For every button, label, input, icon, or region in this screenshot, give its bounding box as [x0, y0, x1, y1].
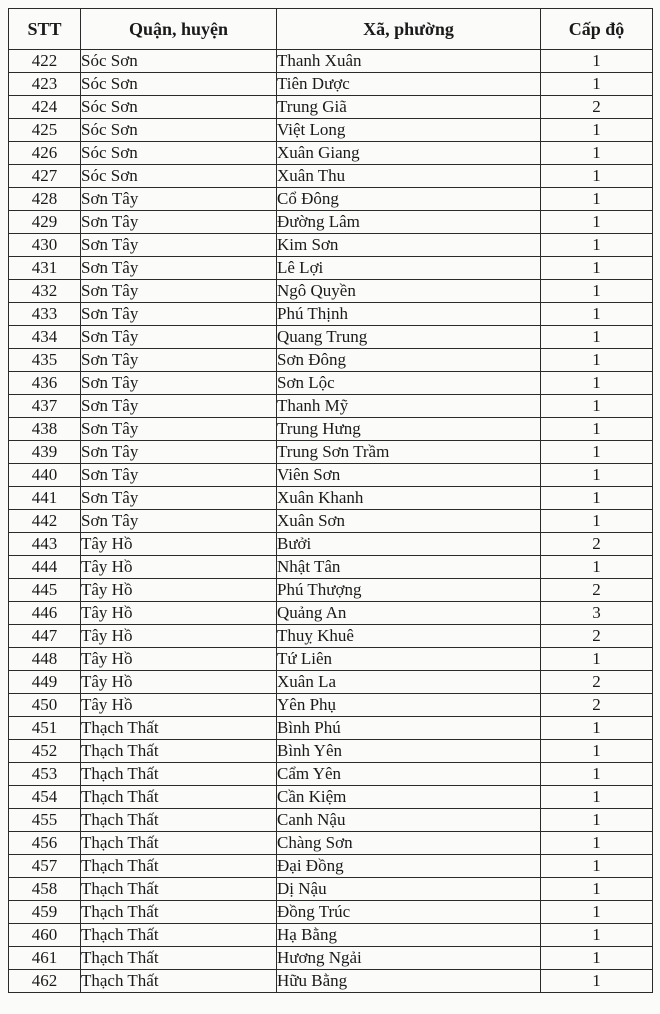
cell-district: Thạch Thất [81, 901, 277, 924]
cell-level: 1 [541, 165, 653, 188]
cell-district: Sơn Tây [81, 510, 277, 533]
cell-level: 1 [541, 50, 653, 73]
table-row [9, 533, 653, 556]
cell-district: Thạch Thất [81, 809, 277, 832]
cell-ward: Trung Sơn Trầm [277, 441, 541, 464]
cell-ward: Nhật Tân [277, 556, 541, 579]
cell-stt: 461 [9, 947, 81, 970]
cell-stt: 424 [9, 96, 81, 119]
cell-ward: Sơn Lộc [277, 372, 541, 395]
cell-level: 1 [541, 441, 653, 464]
cell-district: Thạch Thất [81, 740, 277, 763]
cell-level: 1 [541, 832, 653, 855]
cell-ward: Phú Thịnh [277, 303, 541, 326]
cell-level: 2 [541, 671, 653, 694]
cell-stt: 426 [9, 142, 81, 165]
cell-stt: 438 [9, 418, 81, 441]
cell-ward: Việt Long [277, 119, 541, 142]
cell-district: Sơn Tây [81, 395, 277, 418]
table-row [9, 257, 653, 280]
table-row [9, 165, 653, 188]
table-row [9, 625, 653, 648]
cell-stt: 433 [9, 303, 81, 326]
cell-stt: 436 [9, 372, 81, 395]
cell-level: 1 [541, 878, 653, 901]
table-row [9, 855, 653, 878]
cell-district: Sóc Sơn [81, 50, 277, 73]
cell-ward: Lê Lợi [277, 257, 541, 280]
table-row [9, 510, 653, 533]
cell-stt: 462 [9, 970, 81, 993]
cell-level: 1 [541, 947, 653, 970]
cell-stt: 430 [9, 234, 81, 257]
table-row [9, 418, 653, 441]
cell-stt: 460 [9, 924, 81, 947]
table-row [9, 211, 653, 234]
cell-district: Sóc Sơn [81, 142, 277, 165]
cell-stt: 451 [9, 717, 81, 740]
cell-district: Thạch Thất [81, 947, 277, 970]
table-row [9, 142, 653, 165]
cell-ward: Xuân Thu [277, 165, 541, 188]
cell-district: Thạch Thất [81, 763, 277, 786]
cell-district: Thạch Thất [81, 832, 277, 855]
cell-ward: Thanh Mỹ [277, 395, 541, 418]
table-row [9, 786, 653, 809]
ward-level-table [8, 8, 653, 993]
cell-level: 2 [541, 625, 653, 648]
table-row [9, 924, 653, 947]
table-row [9, 96, 653, 119]
cell-district: Sóc Sơn [81, 96, 277, 119]
table-row [9, 395, 653, 418]
cell-district: Sơn Tây [81, 487, 277, 510]
cell-ward: Yên Phụ [277, 694, 541, 717]
cell-level: 1 [541, 740, 653, 763]
cell-ward: Viên Sơn [277, 464, 541, 487]
cell-level: 1 [541, 188, 653, 211]
table-row [9, 809, 653, 832]
cell-level: 2 [541, 533, 653, 556]
table-row [9, 234, 653, 257]
table-row [9, 832, 653, 855]
cell-stt: 432 [9, 280, 81, 303]
cell-ward: Cần Kiệm [277, 786, 541, 809]
table-row [9, 326, 653, 349]
cell-stt: 423 [9, 73, 81, 96]
cell-ward: Chàng Sơn [277, 832, 541, 855]
cell-district: Sơn Tây [81, 418, 277, 441]
cell-stt: 447 [9, 625, 81, 648]
cell-level: 1 [541, 556, 653, 579]
cell-district: Tây Hồ [81, 671, 277, 694]
table-row [9, 487, 653, 510]
cell-ward: Xuân Khanh [277, 487, 541, 510]
cell-ward: Cẩm Yên [277, 763, 541, 786]
table-row [9, 372, 653, 395]
cell-ward: Thuỵ Khuê [277, 625, 541, 648]
cell-district: Sóc Sơn [81, 119, 277, 142]
cell-district: Sơn Tây [81, 303, 277, 326]
cell-level: 2 [541, 96, 653, 119]
cell-district: Thạch Thất [81, 924, 277, 947]
table-row [9, 73, 653, 96]
cell-district: Thạch Thất [81, 717, 277, 740]
cell-district: Sóc Sơn [81, 73, 277, 96]
cell-ward: Trung Giã [277, 96, 541, 119]
cell-stt: 454 [9, 786, 81, 809]
table-row [9, 717, 653, 740]
cell-level: 1 [541, 73, 653, 96]
cell-district: Tây Hồ [81, 648, 277, 671]
cell-ward: Ngô Quyền [277, 280, 541, 303]
cell-district: Sơn Tây [81, 280, 277, 303]
cell-district: Sơn Tây [81, 326, 277, 349]
cell-district: Tây Hồ [81, 694, 277, 717]
cell-ward: Dị Nậu [277, 878, 541, 901]
cell-district: Sơn Tây [81, 257, 277, 280]
cell-level: 1 [541, 418, 653, 441]
cell-stt: 444 [9, 556, 81, 579]
cell-level: 1 [541, 464, 653, 487]
cell-level: 1 [541, 211, 653, 234]
cell-level: 1 [541, 234, 653, 257]
table-row [9, 970, 653, 993]
cell-stt: 456 [9, 832, 81, 855]
table-row [9, 119, 653, 142]
cell-ward: Bình Phú [277, 717, 541, 740]
cell-ward: Đường Lâm [277, 211, 541, 234]
cell-stt: 427 [9, 165, 81, 188]
cell-ward: Hương Ngải [277, 947, 541, 970]
cell-stt: 434 [9, 326, 81, 349]
table-body [9, 50, 653, 993]
cell-district: Tây Hồ [81, 533, 277, 556]
cell-district: Sơn Tây [81, 372, 277, 395]
cell-ward: Xuân La [277, 671, 541, 694]
cell-ward: Thanh Xuân [277, 50, 541, 73]
cell-ward: Hạ Bằng [277, 924, 541, 947]
cell-level: 1 [541, 395, 653, 418]
cell-district: Thạch Thất [81, 970, 277, 993]
table-row [9, 648, 653, 671]
cell-level: 1 [541, 648, 653, 671]
cell-stt: 425 [9, 119, 81, 142]
cell-stt: 449 [9, 671, 81, 694]
cell-stt: 448 [9, 648, 81, 671]
cell-stt: 442 [9, 510, 81, 533]
cell-level: 2 [541, 694, 653, 717]
cell-district: Sơn Tây [81, 188, 277, 211]
cell-stt: 452 [9, 740, 81, 763]
table-row [9, 464, 653, 487]
cell-stt: 429 [9, 211, 81, 234]
cell-district: Tây Hồ [81, 602, 277, 625]
cell-district: Sơn Tây [81, 441, 277, 464]
cell-stt: 440 [9, 464, 81, 487]
cell-stt: 455 [9, 809, 81, 832]
cell-stt: 453 [9, 763, 81, 786]
cell-level: 1 [541, 142, 653, 165]
cell-ward: Tứ Liên [277, 648, 541, 671]
table-row [9, 740, 653, 763]
cell-stt: 458 [9, 878, 81, 901]
cell-district: Tây Hồ [81, 579, 277, 602]
cell-ward: Trung Hưng [277, 418, 541, 441]
table-row [9, 556, 653, 579]
cell-ward: Xuân Giang [277, 142, 541, 165]
table-row [9, 303, 653, 326]
cell-ward: Hữu Bằng [277, 970, 541, 993]
cell-district: Tây Hồ [81, 625, 277, 648]
header-ward: Xã, phường [277, 9, 541, 50]
cell-level: 1 [541, 257, 653, 280]
header-level: Cấp độ [541, 9, 653, 50]
cell-district: Sóc Sơn [81, 165, 277, 188]
cell-level: 3 [541, 602, 653, 625]
cell-stt: 431 [9, 257, 81, 280]
cell-level: 1 [541, 487, 653, 510]
cell-ward: Đồng Trúc [277, 901, 541, 924]
cell-stt: 457 [9, 855, 81, 878]
cell-ward: Sơn Đông [277, 349, 541, 372]
table-row [9, 694, 653, 717]
table-header [9, 9, 653, 50]
cell-district: Thạch Thất [81, 878, 277, 901]
table-row [9, 671, 653, 694]
cell-stt: 428 [9, 188, 81, 211]
cell-stt: 439 [9, 441, 81, 464]
cell-level: 1 [541, 901, 653, 924]
cell-stt: 422 [9, 50, 81, 73]
table-row [9, 763, 653, 786]
cell-stt: 459 [9, 901, 81, 924]
table-row [9, 188, 653, 211]
cell-district: Sơn Tây [81, 464, 277, 487]
header-row [9, 9, 653, 50]
cell-level: 1 [541, 855, 653, 878]
cell-level: 2 [541, 579, 653, 602]
cell-ward: Canh Nậu [277, 809, 541, 832]
cell-level: 1 [541, 970, 653, 993]
cell-district: Sơn Tây [81, 349, 277, 372]
cell-stt: 441 [9, 487, 81, 510]
cell-level: 1 [541, 786, 653, 809]
cell-ward: Bưởi [277, 533, 541, 556]
table-row [9, 349, 653, 372]
cell-level: 1 [541, 717, 653, 740]
cell-stt: 437 [9, 395, 81, 418]
table-row [9, 901, 653, 924]
cell-level: 1 [541, 763, 653, 786]
cell-ward: Phú Thượng [277, 579, 541, 602]
table-row [9, 602, 653, 625]
cell-level: 1 [541, 280, 653, 303]
cell-level: 1 [541, 510, 653, 533]
cell-ward: Tiên Dược [277, 73, 541, 96]
cell-district: Sơn Tây [81, 234, 277, 257]
table-row [9, 280, 653, 303]
cell-ward: Bình Yên [277, 740, 541, 763]
cell-level: 1 [541, 372, 653, 395]
header-stt: STT [9, 9, 81, 50]
table-row [9, 50, 653, 73]
cell-district: Thạch Thất [81, 855, 277, 878]
cell-level: 1 [541, 119, 653, 142]
cell-district: Thạch Thất [81, 786, 277, 809]
cell-ward: Quảng An [277, 602, 541, 625]
cell-stt: 443 [9, 533, 81, 556]
cell-level: 1 [541, 349, 653, 372]
cell-level: 1 [541, 809, 653, 832]
cell-stt: 445 [9, 579, 81, 602]
cell-ward: Đại Đồng [277, 855, 541, 878]
cell-stt: 435 [9, 349, 81, 372]
cell-level: 1 [541, 326, 653, 349]
table-row [9, 579, 653, 602]
table-row [9, 441, 653, 464]
cell-district: Tây Hồ [81, 556, 277, 579]
cell-ward: Quang Trung [277, 326, 541, 349]
header-district: Quận, huyện [81, 9, 277, 50]
table-row [9, 947, 653, 970]
cell-level: 1 [541, 924, 653, 947]
cell-ward: Kim Sơn [277, 234, 541, 257]
cell-level: 1 [541, 303, 653, 326]
cell-ward: Xuân Sơn [277, 510, 541, 533]
cell-district: Sơn Tây [81, 211, 277, 234]
cell-ward: Cổ Đông [277, 188, 541, 211]
table-row [9, 878, 653, 901]
cell-stt: 450 [9, 694, 81, 717]
cell-stt: 446 [9, 602, 81, 625]
